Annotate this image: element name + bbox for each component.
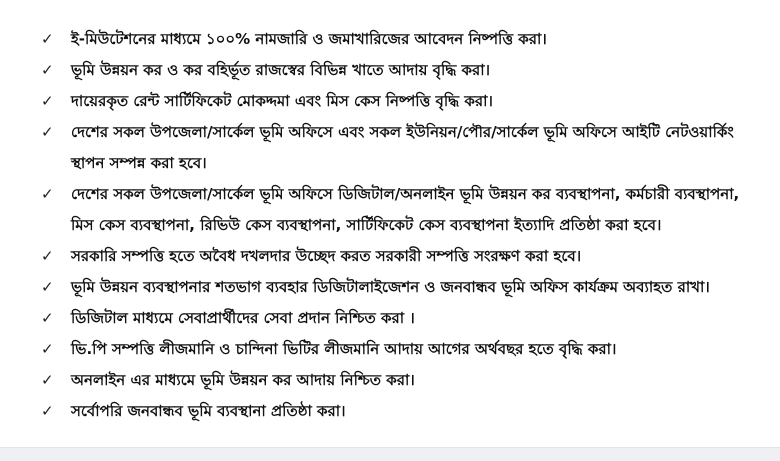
checkmark-icon: ✓ xyxy=(41,123,54,141)
list-item-text: ভূমি উন্নয়ন ব্যবস্থাপনার শতভাগ ব্যবহার ডিজিটালাইজেশন ও জনবান্ধব ভূমি অফিস কার্যক্রম অব্যাহত রাখা। xyxy=(71,278,710,296)
list-item-text: ই-মিউটেশনের মাধ্যমে ১০০% নামজারি ও জমাখারিজের আবেদন নিষ্পত্তি করা। xyxy=(71,30,547,48)
list-item xyxy=(0,396,780,427)
list-item xyxy=(0,179,780,241)
checkmark-icon: ✓ xyxy=(41,309,54,327)
bottom-divider-band xyxy=(0,447,780,461)
checkmark-icon: ✓ xyxy=(41,371,54,389)
list-item xyxy=(0,24,780,55)
list-item-text: দেশের সকল উপজেলা/সার্কেল ভূমি অফিসে এবং সকল ইউনিয়ন/পৌর/সার্কেল ভূমি অফিসে আইটি নেটওয়ার্কিং স্থাপন সম্পন্ন করা হবে। xyxy=(71,123,734,172)
list-item xyxy=(0,117,780,179)
list-item xyxy=(0,55,780,86)
list-item-text: ভূমি উন্নয়ন কর ও কর বহির্ভূত রাজস্বের বিভিন্ন খাতে আদায় বৃদ্ধি করা। xyxy=(71,61,491,79)
checkmark-icon: ✓ xyxy=(41,92,54,110)
list-item-text: সরকারি সম্পত্তি হতে অবৈধ দখলদার উচ্ছেদ করত সরকারী সম্পত্তি সংরক্ষণ করা হবে। xyxy=(71,247,582,265)
list-item-text: অনলাইন এর মাধ্যমে ভূমি উন্নয়ন কর আদায় নিশ্চিত করা। xyxy=(71,371,415,389)
checkmark-icon: ✓ xyxy=(41,185,54,203)
checkmark-icon: ✓ xyxy=(41,278,54,296)
checkmark-icon: ✓ xyxy=(41,61,54,79)
checkmark-icon: ✓ xyxy=(41,247,54,265)
list-item xyxy=(0,241,780,272)
list-item xyxy=(0,272,780,303)
list-item-text: ভি.পি সম্পত্তি লীজমানি ও চান্দিনা ভিটির লীজমানি আদায় আগের অর্থবছর হতে বৃদ্ধি করা। xyxy=(71,340,617,358)
list-item-text: সর্বোপরি জনবান্ধব ভূমি ব্যবস্থানা প্রতিষ্ঠা করা। xyxy=(71,402,346,420)
checkmark-icon: ✓ xyxy=(41,402,54,420)
list-item xyxy=(0,365,780,396)
checkmark-icon: ✓ xyxy=(41,30,54,48)
list-item-text: দেশের সকল উপজেলা/সার্কেল ভূমি অফিসে ডিজিটাল/অনলাইন ভূমি উন্নয়ন কর ব্যবস্থাপনা, কর্মচারী ব্যবস্থাপনা, মিস কেস ব্যবস্থাপনা, রিভিউ কেস ব্যবস্থাপনা, সার্টিফিকেট কেস ব্যবস্থাপনা ইত্যাদি প্রতিষ্ঠা করা হবে। xyxy=(71,185,740,234)
list-item xyxy=(0,86,780,117)
list-item xyxy=(0,334,780,365)
checkmark-icon: ✓ xyxy=(41,340,54,358)
list-item-text: ডিজিটাল মাধ্যমে সেবাপ্রার্থীদের সেবা প্রদান নিশ্চিত করা । xyxy=(71,309,415,327)
list-item xyxy=(0,303,780,334)
list-item-text: দায়েরকৃত রেন্ট সার্টিফিকেট মোকদ্দমা এবং মিস কেস নিষ্পত্তি বৃদ্ধি করা। xyxy=(71,92,493,110)
